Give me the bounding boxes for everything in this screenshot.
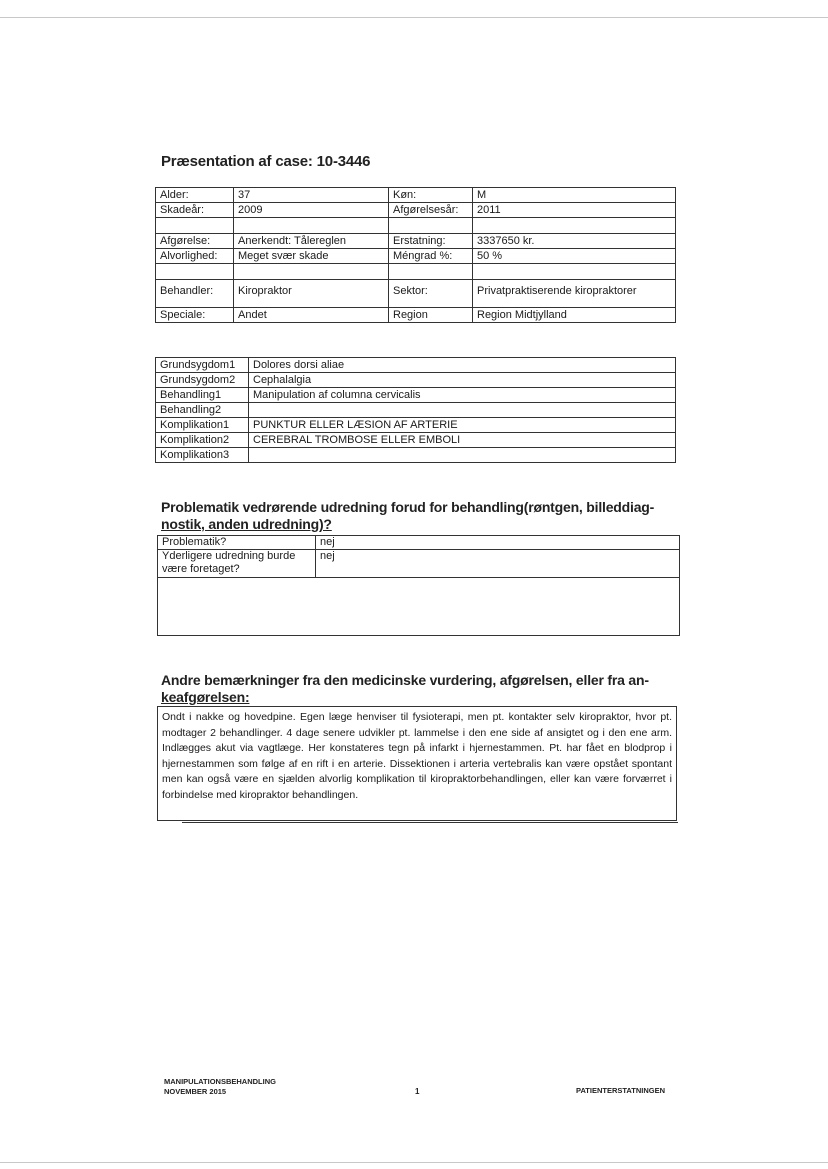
page-title: Præsentation af case: 10-3446 bbox=[161, 153, 371, 170]
case-row-spacer bbox=[156, 218, 676, 234]
diagnosis-label: Komplikation1 bbox=[156, 418, 249, 433]
diagnosis-row bbox=[156, 418, 676, 433]
page-number: 1 bbox=[415, 1087, 420, 1096]
problematik-label: Problematik? bbox=[158, 536, 316, 550]
diagnosis-value: CEREBRAL TROMBOSE ELLER EMBOLI bbox=[249, 433, 676, 448]
footer-report-name: MANIPULATIONSBEHANDLING bbox=[164, 1077, 276, 1086]
diagnosis-label: Grundsygdom2 bbox=[156, 373, 249, 388]
case-value: Anerkendt: Tålereglen bbox=[234, 234, 389, 249]
case-value: Meget svær skade bbox=[234, 249, 389, 264]
case-label: Region bbox=[389, 308, 473, 323]
problematik-table bbox=[157, 535, 680, 636]
remarks-text: Ondt i nakke og hovedpine. Egen læge henviser til fysioterapi, men pt. kontakter selv kiropraktor, hvor pt. modtager 2 behandlinger. 4 dage senere udvikler pt. lammelse i den ene side af ansigtet og i den ene arm. Indlægges akut via vagtlæge. Her konstateres tegn på infarkt i hjernestammen. Pt. har fået en blodprop i hjernestammen som følge af en rift i en arterie. Dissektionen i arteria vertebralis kan være opstået spontant men kan også være en sjælden alvorlig komplikation til kiropraktorbehandlingen, eller kan være forværret i forbindelse med kiropraktor behandlingen. bbox=[162, 711, 672, 801]
case-value bbox=[473, 218, 676, 234]
case-value: 50 % bbox=[473, 249, 676, 264]
bottom-rule bbox=[0, 1162, 828, 1163]
diagnosis-value bbox=[249, 403, 676, 418]
diagnosis-row bbox=[156, 373, 676, 388]
problematik-label: Yderligere udredning burde være foretaget? bbox=[158, 550, 316, 578]
diagnosis-row bbox=[156, 388, 676, 403]
case-row bbox=[156, 203, 676, 218]
top-rule bbox=[0, 17, 828, 18]
diagnosis-label: Komplikation3 bbox=[156, 448, 249, 463]
case-row bbox=[156, 234, 676, 249]
case-row bbox=[156, 308, 676, 323]
case-label: Alvorlighed: bbox=[156, 249, 234, 264]
case-value: Andet bbox=[234, 308, 389, 323]
case-label: Køn: bbox=[389, 188, 473, 203]
problematik-heading bbox=[161, 499, 676, 533]
diagnosis-value: Dolores dorsi aliae bbox=[249, 358, 676, 373]
case-label: Afgørelsesår: bbox=[389, 203, 473, 218]
diagnosis-value bbox=[249, 448, 676, 463]
case-label: Alder: bbox=[156, 188, 234, 203]
case-label: Méngrad %: bbox=[389, 249, 473, 264]
footer-organization: PATIENTERSTATNINGEN bbox=[576, 1086, 666, 1095]
case-label: Behandler: bbox=[156, 280, 234, 308]
case-row bbox=[156, 280, 676, 308]
diagnosis-label: Behandling1 bbox=[156, 388, 249, 403]
remarks-box bbox=[157, 706, 677, 821]
diagnosis-value: PUNKTUR ELLER LÆSION AF ARTERIE bbox=[249, 418, 676, 433]
case-value: Privatpraktiserende kiropraktorer bbox=[473, 280, 676, 308]
diagnosis-table bbox=[155, 357, 676, 463]
case-info-table bbox=[155, 187, 676, 323]
case-value: 37 bbox=[234, 188, 389, 203]
diagnosis-value: Cephalalgia bbox=[249, 373, 676, 388]
case-value bbox=[234, 218, 389, 234]
diagnosis-label: Behandling2 bbox=[156, 403, 249, 418]
diagnosis-label: Grundsygdom1 bbox=[156, 358, 249, 373]
remarks-underline bbox=[182, 822, 678, 823]
case-label: Erstatning: bbox=[389, 234, 473, 249]
footer-date: NOVEMBER 2015 bbox=[164, 1087, 227, 1096]
remarks-heading-line1: Andre bemærkninger fra den medicinske vurdering, afgørelsen, eller fra an- bbox=[161, 672, 649, 688]
problematik-notes-row bbox=[158, 578, 680, 636]
diagnosis-row bbox=[156, 403, 676, 418]
problematik-value: nej bbox=[316, 536, 680, 550]
case-value: 3337650 kr. bbox=[473, 234, 676, 249]
case-label: Skadeår: bbox=[156, 203, 234, 218]
case-value: Kiropraktor bbox=[234, 280, 389, 308]
diagnosis-label: Komplikation2 bbox=[156, 433, 249, 448]
problematik-heading-line2: nostik, anden udredning)? bbox=[161, 516, 332, 532]
diagnosis-row bbox=[156, 433, 676, 448]
case-value: 2009 bbox=[234, 203, 389, 218]
problematik-heading-line1: Problematik vedrørende udredning forud for behandling(røntgen, billeddiag- bbox=[161, 499, 655, 515]
footer-left bbox=[164, 1077, 276, 1097]
diagnosis-value: Manipulation af columna cervicalis bbox=[249, 388, 676, 403]
case-value: M bbox=[473, 188, 676, 203]
case-value bbox=[473, 264, 676, 280]
diagnosis-row bbox=[156, 358, 676, 373]
case-row bbox=[156, 249, 676, 264]
case-label bbox=[156, 218, 234, 234]
remarks-heading-line2: keafgørelsen: bbox=[161, 689, 250, 705]
case-row-spacer bbox=[156, 264, 676, 280]
case-value: Region Midtjylland bbox=[473, 308, 676, 323]
case-value bbox=[234, 264, 389, 280]
problematik-row bbox=[158, 536, 680, 550]
problematik-notes bbox=[158, 578, 680, 636]
case-row bbox=[156, 188, 676, 203]
case-label: Speciale: bbox=[156, 308, 234, 323]
diagnosis-row bbox=[156, 448, 676, 463]
case-label: Sektor: bbox=[389, 280, 473, 308]
problematik-row bbox=[158, 550, 680, 578]
case-label: Afgørelse: bbox=[156, 234, 234, 249]
case-label bbox=[156, 264, 234, 280]
problematik-value: nej bbox=[316, 550, 680, 578]
remarks-heading bbox=[161, 672, 676, 706]
case-value: 2011 bbox=[473, 203, 676, 218]
case-label bbox=[389, 218, 473, 234]
case-label bbox=[389, 264, 473, 280]
